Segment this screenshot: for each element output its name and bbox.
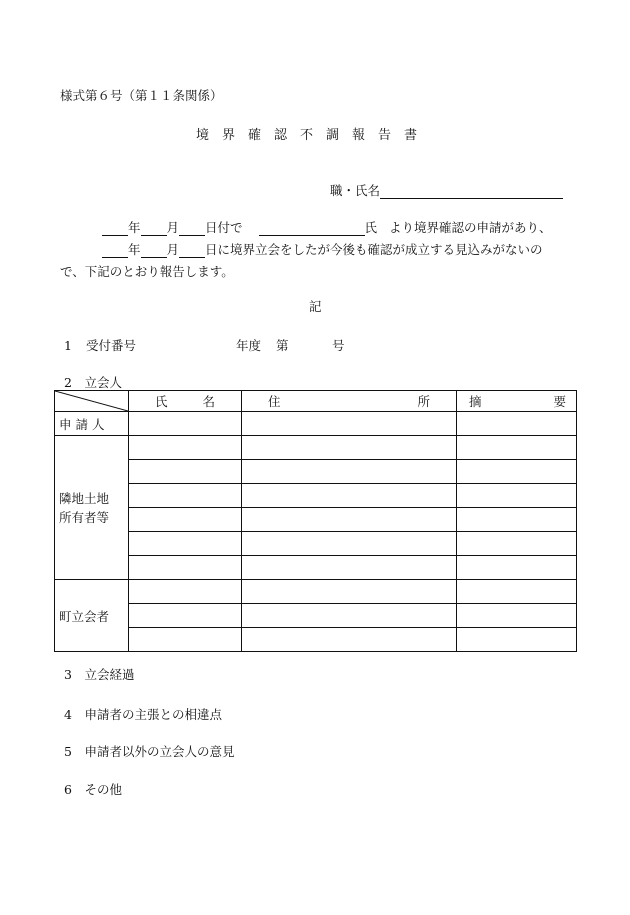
table-row xyxy=(55,604,577,628)
table-cell[interactable] xyxy=(129,484,242,508)
section-4-heading: 4 申請者の主張との相違点 xyxy=(64,707,222,722)
day-label: 日付で xyxy=(205,220,243,235)
blank-month-1 xyxy=(141,221,167,236)
signature-line xyxy=(330,181,563,199)
table-cell[interactable] xyxy=(242,484,457,508)
month-label-2: 月 xyxy=(166,242,180,257)
row-label-town: 町立会者 xyxy=(55,580,129,652)
table-cell[interactable] xyxy=(242,532,457,556)
table-cell[interactable] xyxy=(457,604,577,628)
year-label-2: 年 xyxy=(128,242,141,257)
name-suffix: 氏 xyxy=(364,220,378,235)
table-cell[interactable] xyxy=(457,532,577,556)
table-cell[interactable] xyxy=(129,604,242,628)
table-cell[interactable] xyxy=(129,460,242,484)
table-cell[interactable] xyxy=(129,412,242,436)
table-cell[interactable] xyxy=(242,628,457,652)
header-address-1: 住 xyxy=(268,394,281,409)
table-cell[interactable] xyxy=(242,556,457,580)
table-row xyxy=(55,412,577,436)
attendee-table xyxy=(54,390,577,652)
table-cell[interactable] xyxy=(129,532,242,556)
table-cell[interactable] xyxy=(242,580,457,604)
table-cell[interactable] xyxy=(457,580,577,604)
header-name-1: 氏 xyxy=(155,394,168,409)
section-5-heading: 5 申請者以外の立会人の意見 xyxy=(64,744,235,759)
table-row xyxy=(55,508,577,532)
table-cell[interactable] xyxy=(457,436,577,460)
table-cell[interactable] xyxy=(129,508,242,532)
header-name xyxy=(129,391,242,412)
table-row xyxy=(55,460,577,484)
table-cell[interactable] xyxy=(129,436,242,460)
body-line-3: で、下記のとおり報告します。 xyxy=(60,264,234,279)
ki-heading: 記 xyxy=(309,299,322,314)
section-1 xyxy=(64,336,136,354)
section-1-number: 1 xyxy=(64,338,72,353)
body-line-2 xyxy=(102,240,543,258)
document-title: 境 界 確 認 不 調 報 告 書 xyxy=(196,128,418,143)
header-address xyxy=(242,391,457,412)
table-cell[interactable] xyxy=(129,556,242,580)
signature-blank xyxy=(380,184,563,199)
blank-applicant-name xyxy=(259,221,365,236)
table-cell[interactable] xyxy=(242,436,457,460)
table-cell[interactable] xyxy=(242,604,457,628)
section-1-label: 受付番号 xyxy=(85,338,136,353)
section-1-nendo: 年度 xyxy=(236,338,262,353)
body-line-1 xyxy=(102,218,552,236)
table-cell[interactable] xyxy=(129,580,242,604)
section-2-heading: 2 立会人 xyxy=(64,375,122,390)
table-row xyxy=(55,532,577,556)
table-cell[interactable] xyxy=(457,484,577,508)
table-cell[interactable] xyxy=(242,412,457,436)
header-name-2: 名 xyxy=(202,394,215,409)
header-remarks xyxy=(457,391,577,412)
section-6-heading: 6 その他 xyxy=(64,782,122,797)
section-1-go: 号 xyxy=(332,338,345,353)
table-row xyxy=(55,484,577,508)
table-cell[interactable] xyxy=(242,508,457,532)
table-row xyxy=(55,580,577,604)
table-row xyxy=(55,436,577,460)
table-header-row xyxy=(55,391,577,412)
table-row xyxy=(55,628,577,652)
header-remarks-2: 要 xyxy=(553,394,566,409)
form-label: 様式第６号（第１１条関係） xyxy=(60,88,223,103)
row-label-neighbor: 隣地土地 所有者等 xyxy=(55,436,129,580)
table-cell[interactable] xyxy=(242,460,457,484)
table-cell[interactable] xyxy=(457,508,577,532)
table-cell[interactable] xyxy=(129,628,242,652)
row-label-applicant: 申 請 人 xyxy=(55,412,129,436)
diagonal-line xyxy=(55,391,128,411)
blank-year-2 xyxy=(102,243,128,258)
table-row xyxy=(55,556,577,580)
blank-year-1 xyxy=(102,221,128,236)
signature-label: 職・氏名 xyxy=(330,183,381,198)
table-cell[interactable] xyxy=(457,628,577,652)
blank-month-2 xyxy=(141,243,167,258)
blank-day-1 xyxy=(179,221,205,236)
table-cell[interactable] xyxy=(457,460,577,484)
year-label: 年 xyxy=(128,220,141,235)
month-label: 月 xyxy=(166,220,180,235)
header-remarks-1: 摘 xyxy=(469,394,482,409)
table-cell[interactable] xyxy=(457,412,577,436)
body-line-1-rest: より境界確認の申請があり、 xyxy=(389,220,552,235)
body-line-2-rest: 日に境界立会をしたが今後も確認が成立する見込みがないの xyxy=(205,242,543,257)
section-1-dai: 第 xyxy=(276,338,289,353)
section-3-heading: 3 立会経過 xyxy=(64,667,135,682)
header-address-2: 所 xyxy=(417,394,430,409)
diagonal-corner-cell xyxy=(55,391,129,412)
blank-day-2 xyxy=(179,243,205,258)
table-cell[interactable] xyxy=(457,556,577,580)
